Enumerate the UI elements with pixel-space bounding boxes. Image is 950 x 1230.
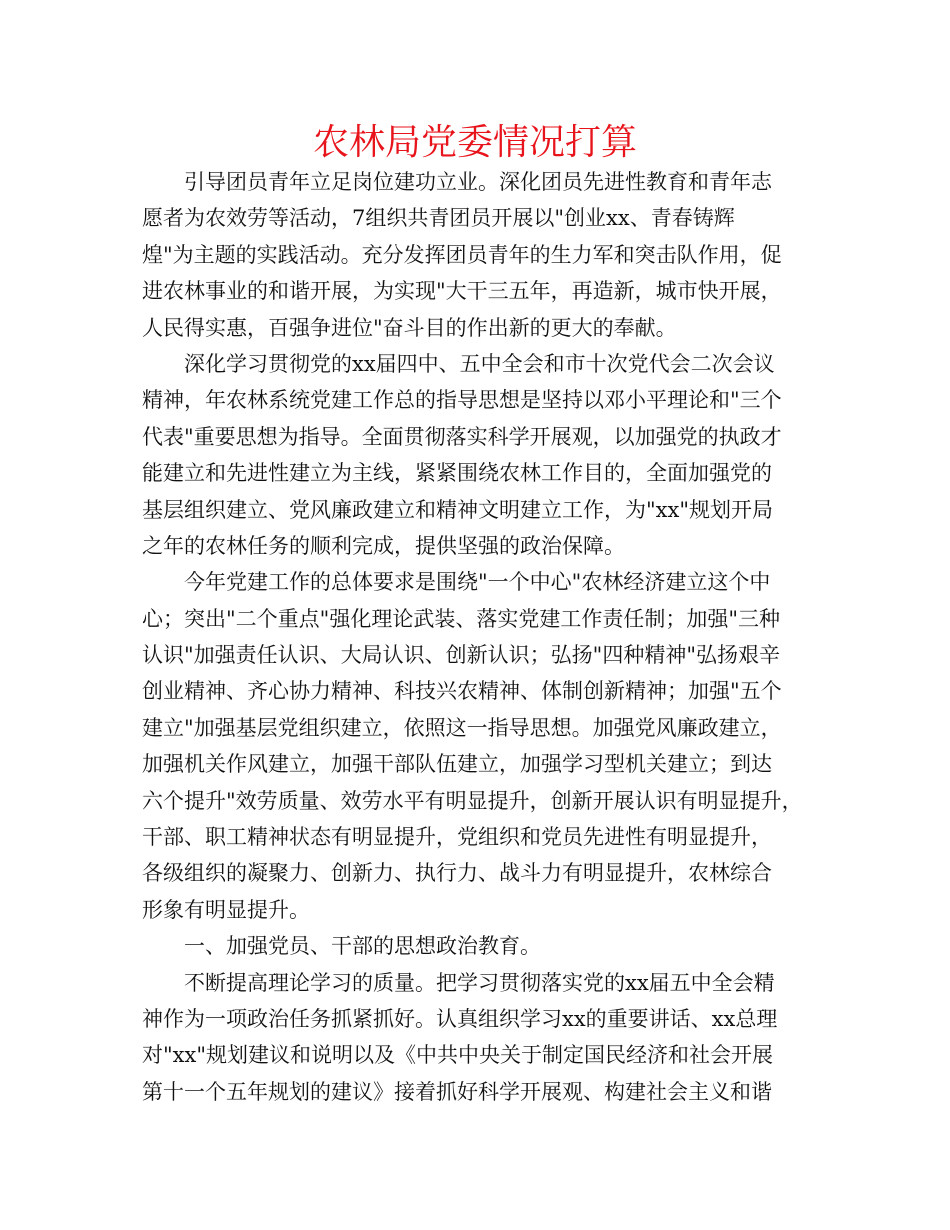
text-line: 神作为一项政治任务抓紧抓好。认真组织学习xx的重要讲话、xx总理 [142, 1006, 778, 1031]
text-line: 形象有明显提升。 [142, 897, 310, 922]
text-line: 创业精神、齐心协力精神、科技兴农精神、体制创新精神；加强"五个 [142, 679, 782, 704]
paragraph-2 [142, 346, 822, 564]
text-line: 人民得实惠，百强争进位"奋斗目的作出新的更大的奉献。 [142, 315, 677, 340]
text-line: 第十一个五年规划的建议》接着抓好科学开展观、构建社会主义和谐 [142, 1079, 772, 1104]
text-line: 愿者为农效劳等活动，7组织共青团员开展以"创业xx、青春铸辉 [142, 206, 735, 231]
text-line: 今年党建工作的总体要求是围绕"一个中心"农林经济建立这个中 [184, 570, 771, 595]
text-line: 心；突出"二个重点"强化理论武装、落实党建工作责任制；加强"三种 [142, 606, 780, 631]
text-line: 引导团员青年立足岗位建功立业。深化团员先进性教育和青年志 [184, 170, 772, 194]
text-line: 进农林事业的和谐开展，为实现"大干三五年，再造新，城市快开展， [142, 279, 782, 304]
text-line: 深化学习贯彻党的xx届四中、五中全会和市十次党代会二次会议 [184, 351, 775, 376]
text-line: 能建立和先进性建立为主线，紧紧围绕农林工作目的，全面加强党的 [142, 461, 772, 486]
text-line: 煌"为主题的实践活动。充分发挥团员青年的生力军和突击队作用，促 [142, 242, 782, 267]
paragraph-3 [142, 564, 822, 928]
text-line: 加强机关作风建立，加强干部队伍建立，加强学习型机关建立；到达 [142, 752, 772, 777]
text-line: 干部、职工精神状态有明显提升，党组织和党员先进性有明显提升， [142, 825, 772, 850]
text-line: 建立"加强基层党组织建立，依照这一指导思想。加强党风廉政建立， [142, 715, 782, 740]
text-line: 六个提升"效劳质量、效劳水平有明显提升，创新开展认识有明显提升， [142, 788, 803, 813]
text-line: 之年的农林任务的顺利完成，提供坚强的政治保障。 [142, 533, 625, 558]
paragraph-1 [142, 164, 822, 346]
section-heading [142, 928, 822, 964]
document-title: 农林局党委情况打算 [312, 122, 637, 163]
text-line: 各级组织的凝聚力、创新力、执行力、战斗力有明显提升，农林综合 [142, 861, 772, 886]
text-line: 不断提高理论学习的质量。把学习贯彻落实党的xx届五中全会精 [184, 970, 775, 995]
text-line: 基层组织建立、党风廉政建立和精神文明建立工作，为"xx"规划开局 [142, 497, 774, 522]
text-line: 对"xx"规划建议和说明以及《中共中央关于制定国民经济和社会开展 [142, 1043, 774, 1068]
text-line: 认识"加强责任认识、大局认识、创新认识；弘扬"四种精神"弘扬艰辛 [142, 643, 780, 668]
text-line: 代表"重要思想为指导。全面贯彻落实科学开展观，以加强党的执政才 [142, 424, 782, 449]
section-heading-text: 一、加强党员、干部的思想政治教育。 [184, 934, 541, 959]
paragraph-4 [142, 965, 822, 1111]
text-line: 精神，年农林系统党建工作总的指导思想是坚持以邓小平理论和"三个 [142, 388, 782, 413]
document-body [142, 164, 822, 1110]
